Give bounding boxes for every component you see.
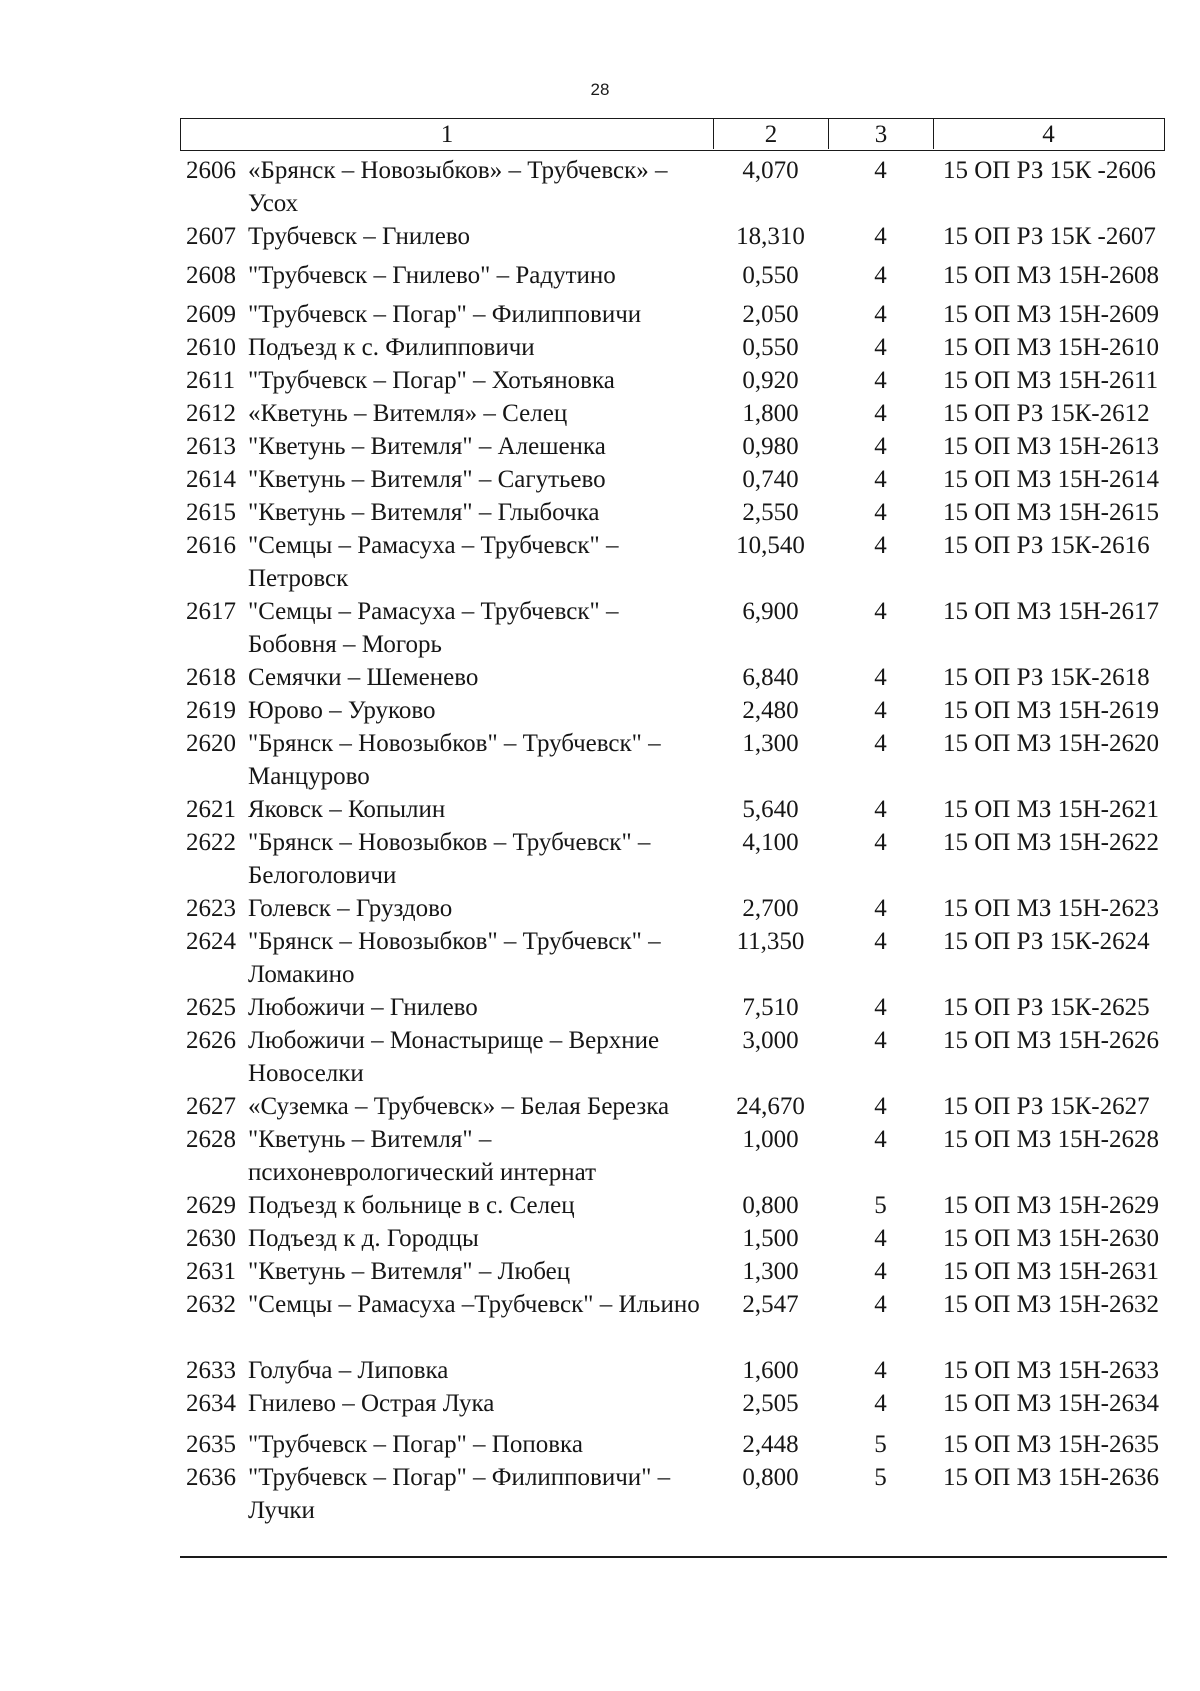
road-code: 15 ОП МЗ 15Н-2614 — [943, 466, 1159, 493]
road-name: "Семцы – Рамасуха – Трубчевск" – Петровск — [248, 532, 619, 592]
road-length: 2,480 — [742, 697, 799, 724]
road-category: 4 — [874, 1027, 887, 1054]
road-category: 4 — [874, 400, 887, 427]
row-number: 2634 — [186, 1390, 236, 1417]
road-category: 4 — [874, 433, 887, 460]
road-length: 2,050 — [742, 301, 799, 328]
row-number: 2629 — [186, 1192, 236, 1219]
road-length: 3,000 — [742, 1027, 799, 1054]
row-number: 2610 — [186, 334, 236, 361]
road-category: 4 — [874, 697, 887, 724]
road-category: 4 — [874, 223, 887, 250]
road-name: "Кветунь – Витемля" – Сагутьево — [248, 466, 606, 493]
road-name: "Трубчевск – Погар" – Поповка — [248, 1431, 583, 1458]
road-length: 7,510 — [742, 994, 799, 1021]
road-name: Гнилево – Острая Лука — [248, 1390, 495, 1417]
road-category: 4 — [874, 664, 887, 691]
road-name: Голевск – Груздово — [248, 895, 453, 922]
road-name: «Суземка – Трубчевск» – Белая Березка — [248, 1093, 670, 1120]
road-category: 4 — [874, 928, 887, 955]
road-name: "Кветунь – Витемля" – Любец — [248, 1258, 571, 1285]
column-header-2: 2 — [714, 119, 829, 149]
road-length: 1,600 — [742, 1357, 799, 1384]
road-code: 15 ОП РЗ 15К-2627 — [943, 1093, 1150, 1120]
road-length: 2,700 — [742, 895, 799, 922]
road-category: 5 — [874, 1464, 887, 1491]
road-code: 15 ОП МЗ 15Н-2610 — [943, 334, 1159, 361]
road-length: 18,310 — [736, 223, 805, 250]
road-length: 0,800 — [742, 1192, 799, 1219]
road-code: 15 ОП МЗ 15Н-2617 — [943, 598, 1159, 625]
road-length: 2,547 — [742, 1291, 799, 1318]
row-number: 2611 — [186, 367, 236, 394]
road-length: 6,840 — [742, 664, 799, 691]
road-category: 4 — [874, 301, 887, 328]
row-number: 2633 — [186, 1357, 236, 1384]
road-length: 4,100 — [742, 829, 799, 856]
road-name: Яковск – Копылин — [248, 796, 446, 823]
column-header-3: 3 — [829, 119, 934, 149]
row-number: 2628 — [186, 1126, 236, 1153]
road-length: 11,350 — [736, 928, 805, 955]
road-code: 15 ОП МЗ 15Н-2611 — [943, 367, 1159, 394]
row-number: 2624 — [186, 928, 236, 955]
road-code: 15 ОП МЗ 15Н-2622 — [943, 829, 1159, 856]
road-name: "Трубчевск – Погар" – Филипповичи" – Лучки — [248, 1464, 671, 1524]
row-number: 2618 — [186, 664, 236, 691]
road-category: 4 — [874, 466, 887, 493]
road-category: 4 — [874, 262, 887, 289]
road-length: 4,070 — [742, 157, 799, 184]
road-length: 0,980 — [742, 433, 799, 460]
road-name: "Трубчевск – Погар" – Хотьяновка — [248, 367, 615, 394]
row-number: 2635 — [186, 1431, 236, 1458]
row-number: 2617 — [186, 598, 236, 625]
road-code: 15 ОП МЗ 15Н-2632 — [943, 1291, 1159, 1318]
road-category: 4 — [874, 829, 887, 856]
table-bottom-rule — [180, 1556, 1167, 1558]
row-number: 2620 — [186, 730, 236, 757]
road-name: Любожичи – Гнилево — [248, 994, 478, 1021]
road-code: 15 ОП МЗ 15Н-2634 — [943, 1390, 1159, 1417]
row-number: 2621 — [186, 796, 236, 823]
road-name: Трубчевск – Гнилево — [248, 223, 470, 250]
road-code: 15 ОП МЗ 15Н-2629 — [943, 1192, 1159, 1219]
road-name: Семячки – Шеменево — [248, 664, 479, 691]
road-name: "Брянск – Новозыбков – Трубчевск" – Белоголовичи — [248, 829, 651, 889]
road-length: 5,640 — [742, 796, 799, 823]
road-length: 0,550 — [742, 334, 799, 361]
road-name: "Кветунь – Витемля" – Глыбочка — [248, 499, 600, 526]
road-code: 15 ОП МЗ 15Н-2626 — [943, 1027, 1159, 1054]
road-name: Любожичи – Монастырище – Верхние Новоселки — [248, 1027, 660, 1087]
road-category: 4 — [874, 730, 887, 757]
road-category: 4 — [874, 157, 887, 184]
road-length: 0,800 — [742, 1464, 799, 1491]
road-name: Юрово – Уруково — [248, 697, 436, 724]
road-code: 15 ОП МЗ 15Н-2608 — [943, 262, 1159, 289]
road-code: 15 ОП РЗ 15К-2616 — [943, 532, 1150, 559]
road-code: 15 ОП МЗ 15Н-2635 — [943, 1431, 1159, 1458]
road-length: 0,920 — [742, 367, 799, 394]
row-number: 2632 — [186, 1291, 236, 1318]
road-code: 15 ОП РЗ 15К -2607 — [943, 223, 1156, 250]
row-number: 2615 — [186, 499, 236, 526]
road-name: "Кветунь – Витемля" – Алешенка — [248, 433, 606, 460]
row-number: 2636 — [186, 1464, 236, 1491]
row-number: 2614 — [186, 466, 236, 493]
road-category: 4 — [874, 1126, 887, 1153]
road-length: 1,000 — [742, 1126, 799, 1153]
road-length: 1,500 — [742, 1225, 799, 1252]
row-number: 2623 — [186, 895, 236, 922]
road-code: 15 ОП МЗ 15Н-2621 — [943, 796, 1159, 823]
row-number: 2631 — [186, 1258, 236, 1285]
road-name: Подъезд к с. Филипповичи — [248, 334, 535, 361]
road-category: 4 — [874, 499, 887, 526]
road-category: 4 — [874, 1225, 887, 1252]
road-category: 4 — [874, 367, 887, 394]
road-category: 4 — [874, 1258, 887, 1285]
road-length: 1,300 — [742, 730, 799, 757]
row-number: 2622 — [186, 829, 236, 856]
road-code: 15 ОП МЗ 15Н-2633 — [943, 1357, 1159, 1384]
road-category: 4 — [874, 1390, 887, 1417]
road-code: 15 ОП МЗ 15Н-2615 — [943, 499, 1159, 526]
road-name: "Трубчевск – Погар" – Филипповичи — [248, 301, 642, 328]
road-code: 15 ОП МЗ 15Н-2620 — [943, 730, 1159, 757]
road-name: Голубча – Липовка — [248, 1357, 449, 1384]
column-header-4: 4 — [1042, 121, 1055, 148]
road-name: Подъезд к д. Городцы — [248, 1225, 479, 1252]
road-code: 15 ОП МЗ 15Н-2613 — [943, 433, 1159, 460]
road-length: 2,550 — [742, 499, 799, 526]
road-code: 15 ОП РЗ 15К-2612 — [943, 400, 1150, 427]
road-code: 15 ОП РЗ 15К -2606 — [943, 157, 1156, 184]
row-number: 2613 — [186, 433, 236, 460]
column-header-1: 1 — [181, 119, 714, 149]
row-number: 2616 — [186, 532, 236, 559]
road-length: 0,550 — [742, 262, 799, 289]
row-number: 2619 — [186, 697, 236, 724]
row-number: 2612 — [186, 400, 236, 427]
road-code: 15 ОП МЗ 15Н-2623 — [943, 895, 1159, 922]
row-number: 2626 — [186, 1027, 236, 1054]
road-category: 5 — [874, 1431, 887, 1458]
road-category: 4 — [874, 1291, 887, 1318]
road-name: "Брянск – Новозыбков" – Трубчевск" – Ломакино — [248, 928, 661, 988]
road-name: «Кветунь – Витемля» – Селец — [248, 400, 568, 427]
road-category: 4 — [874, 994, 887, 1021]
road-code: 15 ОП МЗ 15Н-2631 — [943, 1258, 1159, 1285]
road-name: "Семцы – Рамасуха –Трубчевск" – Ильино — [248, 1291, 700, 1318]
row-number: 2625 — [186, 994, 236, 1021]
row-number: 2630 — [186, 1225, 236, 1252]
road-category: 4 — [874, 1093, 887, 1120]
road-name: "Брянск – Новозыбков" – Трубчевск" – Манцурово — [248, 730, 661, 790]
road-code: 15 ОП РЗ 15К-2625 — [943, 994, 1150, 1021]
road-name: «Брянск – Новозыбков» – Трубчевск» – Усох — [248, 157, 668, 217]
road-length: 24,670 — [736, 1093, 805, 1120]
road-length: 1,300 — [742, 1258, 799, 1285]
road-code: 15 ОП РЗ 15К-2624 — [943, 928, 1150, 955]
row-number: 2608 — [186, 262, 236, 289]
road-code: 15 ОП РЗ 15К-2618 — [943, 664, 1150, 691]
road-name: "Семцы – Рамасуха – Трубчевск" – Бобовня – Могорь — [248, 598, 619, 658]
road-category: 4 — [874, 796, 887, 823]
road-code: 15 ОП МЗ 15Н-2628 — [943, 1126, 1159, 1153]
road-length: 2,505 — [742, 1390, 799, 1417]
road-code: 15 ОП МЗ 15Н-2636 — [943, 1464, 1159, 1491]
road-name: Подъезд к больнице в с. Селец — [248, 1192, 575, 1219]
road-name: "Кветунь – Витемля" – психоневрологический интернат — [248, 1126, 597, 1186]
road-code: 15 ОП МЗ 15Н-2609 — [943, 301, 1159, 328]
road-length: 2,448 — [742, 1431, 799, 1458]
road-code: 15 ОП МЗ 15Н-2619 — [943, 697, 1159, 724]
road-length: 10,540 — [736, 532, 805, 559]
road-category: 5 — [874, 1192, 887, 1219]
road-length: 0,740 — [742, 466, 799, 493]
row-number: 2606 — [186, 157, 236, 184]
row-number: 2609 — [186, 301, 236, 328]
road-length: 6,900 — [742, 598, 799, 625]
road-category: 4 — [874, 532, 887, 559]
page-number: 28 — [590, 80, 610, 99]
road-category: 4 — [874, 334, 887, 361]
road-code: 15 ОП МЗ 15Н-2630 — [943, 1225, 1159, 1252]
road-category: 4 — [874, 1357, 887, 1384]
road-category: 4 — [874, 598, 887, 625]
row-number: 2627 — [186, 1093, 236, 1120]
row-number: 2607 — [186, 223, 236, 250]
road-category: 4 — [874, 895, 887, 922]
road-name: "Трубчевск – Гнилево" – Радутино — [248, 262, 616, 289]
road-length: 1,800 — [742, 400, 799, 427]
